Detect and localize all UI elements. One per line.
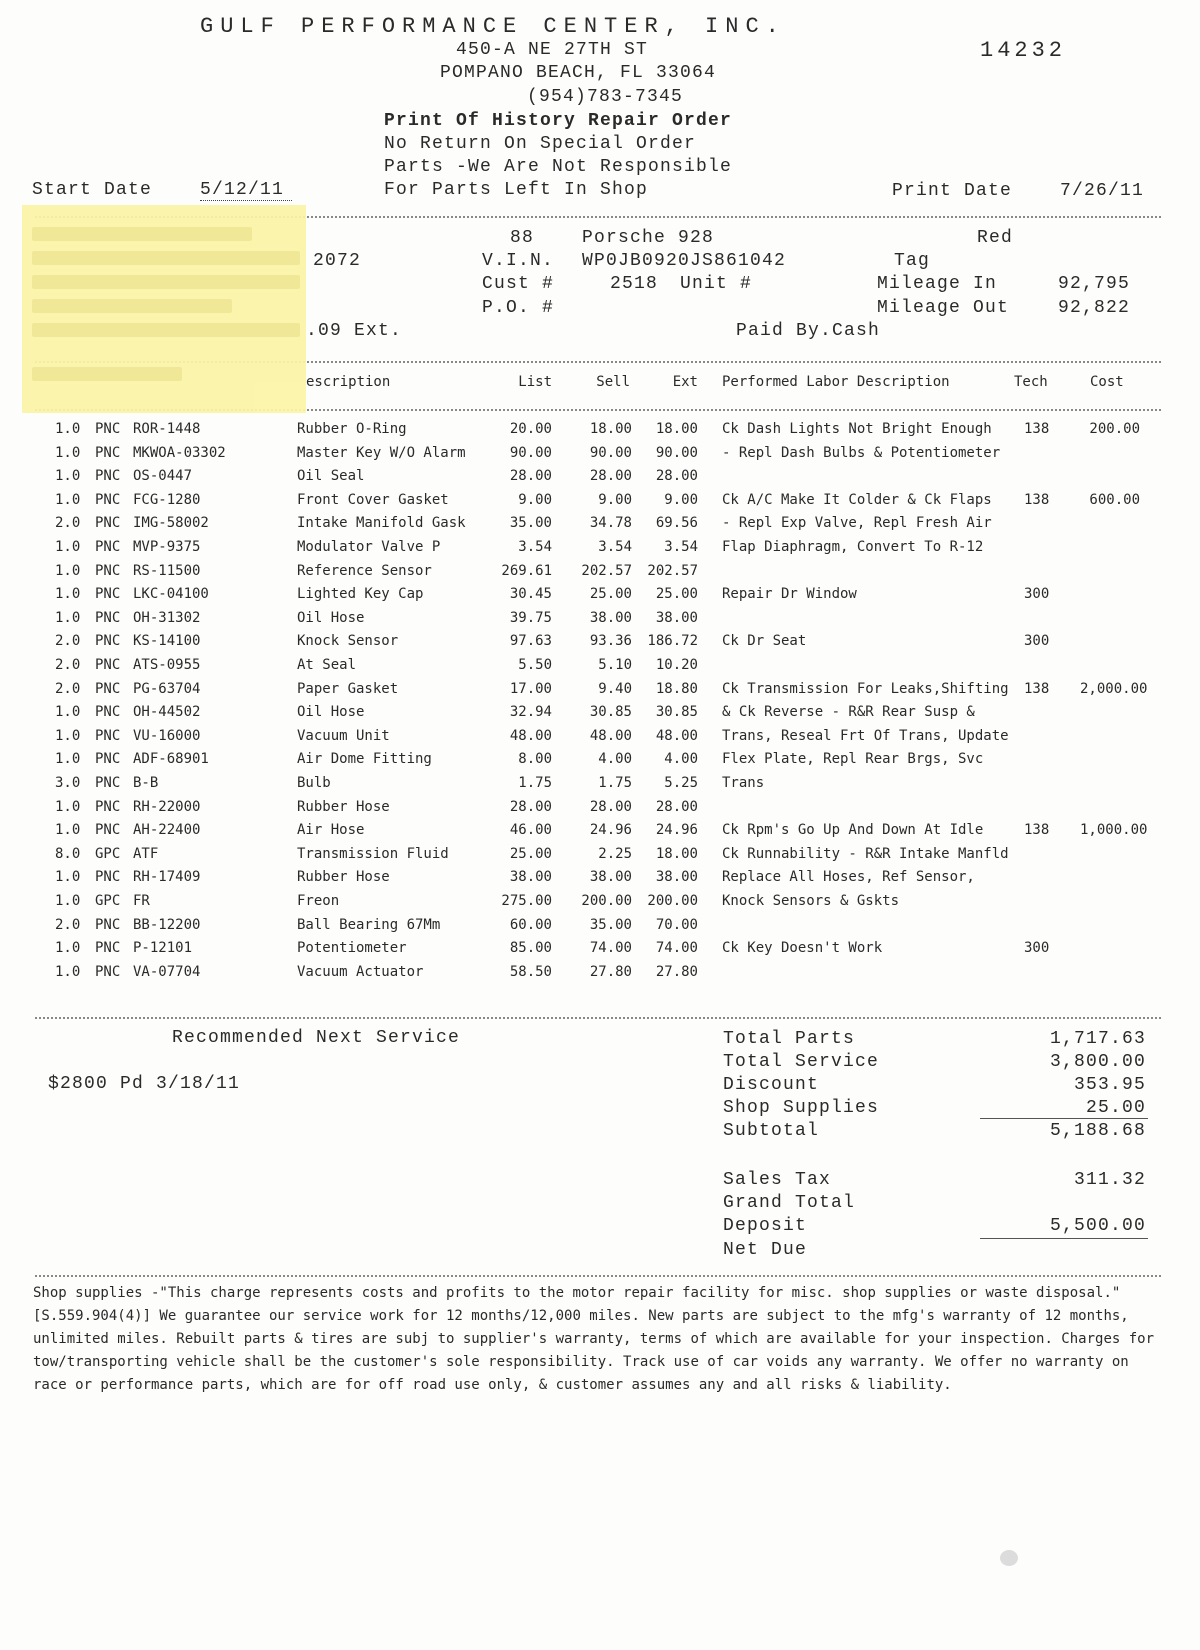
subtotal: 5,188.68 (1049, 1121, 1146, 1141)
cell-tech: 138 (1024, 421, 1050, 437)
cell-desc: Vacuum Unit (297, 727, 390, 744)
deposit-rule (980, 1238, 1148, 1239)
cell-tech: 300 (1024, 586, 1050, 603)
cell-desc: Vacuum Actuator (297, 963, 424, 980)
cell-src: PNC (95, 680, 121, 697)
divider (35, 1275, 1161, 1277)
cell-src: PNC (95, 421, 121, 437)
cell-part: ATF (133, 845, 159, 862)
table-row (0, 822, 1200, 844)
cell-tech: 300 (1024, 633, 1050, 650)
cell-labor: Ck Rpm's Go Up And Down At Idle (722, 822, 984, 839)
mileage-out-label: Mileage Out (877, 298, 1010, 318)
cell-sell: 9.00 (598, 491, 632, 508)
cell-ext: 24.96 (655, 822, 698, 839)
col-labor: Performed Labor Description (722, 374, 950, 390)
table-row (0, 704, 1200, 726)
cell-part: FCG-1280 (133, 491, 201, 508)
table-row (0, 681, 1200, 703)
vehicle-model: Porsche 928 (582, 228, 715, 248)
cell-list: 275.00 (501, 893, 552, 909)
cell-part: MVP-9375 (133, 539, 201, 555)
cell-qty: 1.0 (55, 940, 81, 957)
cell-src: PNC (95, 822, 121, 839)
document-title: Print Of History Repair Order (384, 111, 733, 131)
po-label: P.O. # (482, 298, 555, 318)
cell-labor: Ck Dash Lights Not Bright Enough (722, 421, 992, 437)
cell-ext: 38.00 (655, 609, 698, 626)
table-row (0, 633, 1200, 655)
cell-part: VA-07704 (133, 963, 201, 980)
cell-sell: 1.75 (598, 775, 632, 791)
col-tech: Tech (1014, 374, 1048, 390)
cell-part: RH-22000 (133, 798, 201, 815)
cell-list: 58.50 (509, 963, 552, 980)
cell-sell: 35.00 (589, 916, 632, 933)
cell-ext: 4.00 (664, 751, 698, 768)
col-cost: Cost (1090, 374, 1124, 390)
cell-list: 28.00 (509, 798, 552, 815)
cell-ext: 18.00 (655, 845, 698, 862)
table-row (0, 846, 1200, 868)
cell-qty: 1.0 (55, 869, 81, 886)
cell-list: 28.00 (509, 468, 552, 485)
cell-sell: 93.36 (589, 633, 632, 650)
cell-ext: 9.00 (664, 491, 698, 508)
cell-ext: 5.25 (664, 775, 698, 791)
cell-sell: 200.00 (581, 893, 632, 909)
cell-list: 35.00 (509, 515, 552, 532)
cell-src: PNC (95, 704, 121, 721)
cell-qty: 2.0 (55, 680, 81, 697)
subtotal-rule (980, 1118, 1148, 1119)
redaction-bar (32, 275, 300, 289)
cell-desc: Front Cover Gasket (297, 491, 449, 508)
paid-by: Paid By.Cash (736, 321, 881, 341)
total-parts-label: Total Parts (723, 1029, 856, 1049)
cell-qty: 2.0 (55, 916, 81, 933)
table-row (0, 940, 1200, 962)
total-parts: 1,717.63 (1049, 1029, 1146, 1049)
cell-src: PNC (95, 515, 121, 532)
cell-part: VU-16000 (133, 727, 201, 744)
discount-label: Discount (723, 1075, 820, 1095)
cell-cost: 200.00 (1089, 421, 1140, 437)
cell-src: PNC (95, 586, 121, 603)
cell-qty: 1.0 (55, 751, 81, 768)
cell-sell: 25.00 (589, 586, 632, 603)
cell-labor: Repair Dr Window (722, 586, 857, 603)
cell-qty: 1.0 (55, 609, 81, 626)
cell-sell: 2.25 (598, 845, 632, 862)
cell-src: PNC (95, 727, 121, 744)
sticky-note (22, 205, 306, 413)
table-row (0, 964, 1200, 986)
vehicle-color: Red (977, 228, 1014, 248)
cell-list: 85.00 (509, 940, 552, 957)
cell-qty: 1.0 (55, 704, 81, 721)
table-row (0, 775, 1200, 797)
print-date: 7/26/11 (1060, 181, 1145, 201)
cell-sell: 24.96 (589, 822, 632, 839)
cell-src: GPC (95, 845, 121, 862)
cell-cost: 1,000.00 (1080, 822, 1148, 839)
cell-sell: 202.57 (581, 562, 632, 579)
cell-src: PNC (95, 468, 121, 485)
cell-labor: Ck A/C Make It Colder & Ck Flaps (722, 491, 992, 508)
customer-phone-fragment: 2072 (313, 251, 362, 271)
cell-sell: 38.00 (589, 869, 632, 886)
cell-ext: 27.80 (655, 963, 698, 980)
cell-list: 46.00 (509, 822, 552, 839)
cell-part: RH-17409 (133, 869, 201, 886)
cell-qty: 1.0 (55, 963, 81, 980)
redaction-bar (32, 323, 300, 337)
cell-ext: 38.00 (655, 869, 698, 886)
cell-part: OS-0447 (133, 468, 193, 485)
cell-ext: 25.00 (655, 586, 698, 603)
cell-list: 9.00 (518, 491, 552, 508)
cell-qty: 8.0 (55, 845, 81, 862)
discount: 353.95 (1073, 1075, 1146, 1095)
cust-num: 2518 (610, 274, 659, 294)
company-address-2: POMPANO BEACH, FL 33064 (440, 63, 717, 83)
redaction-bar (32, 251, 300, 265)
cell-list: 30.45 (509, 586, 552, 603)
deposit: 5,500.00 (1049, 1216, 1146, 1236)
order-number: 14232 (980, 38, 1067, 63)
cell-desc: Reference Sensor (297, 562, 432, 579)
cell-list: 17.00 (509, 680, 552, 697)
grand-total-label: Grand Total (723, 1193, 856, 1213)
cell-part: ADF-68901 (133, 751, 209, 768)
cell-src: PNC (95, 609, 121, 626)
cell-desc: Intake Manifold Gask (297, 515, 466, 532)
divider (35, 1017, 1161, 1019)
subtotal-label: Subtotal (723, 1121, 820, 1141)
cell-qty: 1.0 (55, 539, 81, 555)
cell-ext: 28.00 (655, 798, 698, 815)
mileage-in-label: Mileage In (877, 274, 998, 294)
recommended-label: Recommended Next Service (172, 1028, 461, 1048)
cell-labor: Ck Transmission For Leaks,Shifting (722, 680, 1009, 697)
cell-list: 1.75 (518, 775, 552, 791)
cell-part: ROR-1448 (133, 421, 201, 437)
cell-qty: 1.0 (55, 468, 81, 485)
cell-ext: 3.54 (664, 539, 698, 555)
table-row (0, 917, 1200, 939)
cell-src: PNC (95, 798, 121, 815)
notice-line-2: Parts -We Are Not Responsible (384, 157, 733, 177)
cell-ext: 200.00 (647, 893, 698, 909)
print-date-label: Print Date (892, 181, 1013, 201)
cell-part: KS-14100 (133, 633, 201, 650)
cell-desc: Oil Hose (297, 609, 365, 626)
cell-tech: 138 (1024, 822, 1050, 839)
cell-part: ATS-0955 (133, 657, 201, 673)
cell-ext: 18.80 (655, 680, 698, 697)
cell-qty: 1.0 (55, 421, 81, 437)
cell-ext: 202.57 (647, 562, 698, 579)
cell-labor: - Repl Dash Bulbs & Potentiometer (722, 444, 1001, 461)
cell-qty: 1.0 (55, 893, 81, 909)
cell-qty: 2.0 (55, 657, 81, 673)
table-row (0, 869, 1200, 891)
cell-sell: 9.40 (598, 680, 632, 697)
cell-qty: 1.0 (55, 822, 81, 839)
cell-ext: 186.72 (647, 633, 698, 650)
cell-list: 32.94 (509, 704, 552, 721)
cell-desc: Potentiometer (297, 940, 407, 957)
cell-list: 269.61 (501, 562, 552, 579)
cell-tech: 300 (1024, 940, 1050, 957)
cell-labor: Ck Dr Seat (722, 633, 807, 650)
cell-cost: 2,000.00 (1080, 680, 1148, 697)
cell-desc: Bulb (297, 775, 331, 791)
cell-ext: 74.00 (655, 940, 698, 957)
unit-num-label: Unit # (680, 274, 753, 294)
table-row (0, 657, 1200, 679)
cell-ext: 69.56 (655, 515, 698, 532)
cell-labor: Ck Key Doesn't Work (722, 940, 883, 957)
recommended-note: $2800 Pd 3/18/11 (48, 1074, 241, 1094)
cell-part: MKWOA-03302 (133, 444, 226, 461)
total-service: 3,800.00 (1049, 1052, 1146, 1072)
net-due-label: Net Due (723, 1240, 808, 1260)
cell-part: B-B (133, 775, 159, 791)
cell-desc: Lighted Key Cap (297, 586, 424, 603)
cell-sell: 4.00 (598, 751, 632, 768)
cell-sell: 74.00 (589, 940, 632, 957)
cell-src: GPC (95, 893, 121, 909)
cell-sell: 3.54 (598, 539, 632, 555)
cell-desc: Rubber O-Ring (297, 421, 407, 437)
cell-ext: 70.00 (655, 916, 698, 933)
table-row (0, 610, 1200, 632)
cell-list: 3.54 (518, 539, 552, 555)
cell-labor: - Repl Exp Valve, Repl Fresh Air (722, 515, 992, 532)
cell-part: OH-44502 (133, 704, 201, 721)
cell-part: RS-11500 (133, 562, 201, 579)
cell-sell: 90.00 (589, 444, 632, 461)
cell-labor: Flap Diaphragm, Convert To R-12 (722, 539, 984, 555)
vin: WP0JB0920JS861042 (582, 251, 787, 271)
cell-desc: Freon (297, 893, 340, 909)
cell-src: PNC (95, 562, 121, 579)
vin-label: V.I.N. (482, 251, 555, 271)
cell-ext: 18.00 (655, 421, 698, 437)
shop-supplies: 25.00 (1085, 1098, 1146, 1118)
cell-qty: 1.0 (55, 444, 81, 461)
cell-desc: Paper Gasket (297, 680, 399, 697)
cell-qty: 1.0 (55, 491, 81, 508)
cell-qty: 1.0 (55, 586, 81, 603)
sales-tax-label: Sales Tax (723, 1170, 832, 1190)
table-row (0, 893, 1200, 915)
tag-label: Tag (894, 251, 931, 271)
start-date-label: Start Date (32, 180, 153, 200)
cell-sell: 28.00 (589, 468, 632, 485)
cell-part: IMG-58002 (133, 515, 209, 532)
cell-desc: Oil Seal (297, 468, 365, 485)
redaction-bar (32, 299, 232, 313)
company-phone: (954)783-7345 (527, 87, 684, 107)
table-row (0, 586, 1200, 608)
cell-list: 90.00 (509, 444, 552, 461)
sales-tax: 311.32 (1073, 1170, 1146, 1190)
table-row (0, 515, 1200, 537)
cell-part: AH-22400 (133, 822, 201, 839)
cell-qty: 2.0 (55, 515, 81, 532)
cell-src: PNC (95, 940, 121, 957)
cell-src: PNC (95, 491, 121, 508)
cell-src: PNC (95, 916, 121, 933)
cell-list: 5.50 (518, 657, 552, 673)
mileage-out: 92,822 (1058, 298, 1131, 318)
table-row (0, 728, 1200, 750)
cell-labor: Flex Plate, Repl Rear Brgs, Svc (722, 751, 984, 768)
table-row (0, 468, 1200, 490)
cell-labor: Ck Runnability - R&R Intake Manfld (722, 845, 1009, 862)
cell-desc: Transmission Fluid (297, 845, 449, 862)
total-service-label: Total Service (723, 1052, 880, 1072)
cell-sell: 28.00 (589, 798, 632, 815)
cell-sell: 30.85 (589, 704, 632, 721)
col-ext: Ext (672, 374, 698, 390)
cell-desc: Rubber Hose (297, 798, 390, 815)
cell-desc: Oil Hose (297, 704, 365, 721)
cell-list: 48.00 (509, 727, 552, 744)
smudge-mark (1000, 1550, 1018, 1566)
shop-supplies-label: Shop Supplies (723, 1098, 880, 1118)
table-row (0, 445, 1200, 467)
cell-list: 25.00 (509, 845, 552, 862)
cell-sell: 5.10 (598, 657, 632, 673)
company-address-1: 450-A NE 27TH ST (456, 40, 649, 60)
cell-src: PNC (95, 539, 121, 555)
cell-src: PNC (95, 751, 121, 768)
cell-qty: 3.0 (55, 775, 81, 791)
cell-sell: 48.00 (589, 727, 632, 744)
cell-desc: Air Hose (297, 822, 365, 839)
table-row (0, 492, 1200, 514)
cell-src: PNC (95, 633, 121, 650)
cell-ext: 90.00 (655, 444, 698, 461)
cell-ext: 30.85 (655, 704, 698, 721)
cell-desc: Knock Sensor (297, 633, 399, 650)
table-row (0, 751, 1200, 773)
table-row (0, 563, 1200, 585)
cell-part: LKC-04100 (133, 586, 209, 603)
customer-ext-fragment: .09 Ext. (306, 321, 403, 341)
cell-list: 38.00 (509, 869, 552, 886)
cell-desc: Rubber Hose (297, 869, 390, 886)
cell-qty: 1.0 (55, 727, 81, 744)
notice-line-1: No Return On Special Order (384, 134, 697, 154)
deposit-label: Deposit (723, 1216, 808, 1236)
cell-src: PNC (95, 963, 121, 980)
cell-list: 39.75 (509, 609, 552, 626)
cell-ext: 28.00 (655, 468, 698, 485)
table-row (0, 539, 1200, 561)
redaction-bar (32, 367, 182, 381)
col-sell: Sell (596, 374, 630, 390)
cell-qty: 2.0 (55, 633, 81, 650)
vehicle-year: 88 (510, 228, 535, 248)
cell-src: PNC (95, 657, 121, 673)
cell-labor: Replace All Hoses, Ref Sensor, (722, 869, 975, 886)
cell-qty: 1.0 (55, 562, 81, 579)
cell-labor: Trans, Reseal Frt Of Trans, Update (722, 727, 1009, 744)
cell-list: 8.00 (518, 751, 552, 768)
cell-ext: 10.20 (655, 657, 698, 673)
cell-part: P-12101 (133, 940, 193, 957)
cell-ext: 48.00 (655, 727, 698, 744)
cell-sell: 18.00 (589, 421, 632, 437)
cell-labor: & Ck Reverse - R&R Rear Susp & (722, 704, 975, 721)
cell-labor: Knock Sensors & Gskts (722, 893, 900, 909)
cell-src: PNC (95, 869, 121, 886)
redaction-bar (32, 227, 252, 241)
cell-tech: 138 (1024, 680, 1050, 697)
cell-part: PG-63704 (133, 680, 201, 697)
cell-part: BB-12200 (133, 916, 201, 933)
cell-list: 60.00 (509, 916, 552, 933)
cell-tech: 138 (1024, 491, 1050, 508)
table-row (0, 799, 1200, 821)
cell-list: 20.00 (509, 421, 552, 437)
cell-labor: Trans (722, 775, 765, 791)
cell-desc: Air Dome Fitting (297, 751, 432, 768)
cell-desc: Master Key W/O Alarm (297, 444, 466, 461)
col-list: List (518, 374, 552, 390)
mileage-in: 92,795 (1058, 274, 1131, 294)
notice-line-3: For Parts Left In Shop (384, 180, 649, 200)
cell-src: PNC (95, 444, 121, 461)
cell-sell: 38.00 (589, 609, 632, 626)
cell-sell: 27.80 (589, 963, 632, 980)
cell-desc: Modulator Valve P (297, 539, 441, 555)
cell-desc: At Seal (297, 657, 357, 673)
company-name: GULF PERFORMANCE CENTER, INC. (200, 14, 786, 39)
legal-terms: Shop supplies -"This charge represents costs and profits to the motor repair facility for misc. shop supplies or waste disposal." [S.559.904(4)] We guarantee our service work for 12 months/12,000 miles. New parts are subject to the mfg's warranty of 12 months, unlimited miles. Rebuilt parts & tires are subj to supplier's warranty, terms of which are available for your inspection. Charges for tow/transporting vehicle shall be the customer's sole responsibility. Track use of car voids any warranty. We offer no warranty on race or performance parts, which are for off road use only, & customer assumes any and all risks & liability. (33, 1285, 1155, 1393)
cell-list: 97.63 (509, 633, 552, 650)
cell-sell: 34.78 (589, 515, 632, 532)
cell-desc: Ball Bearing 67Mm (297, 916, 441, 933)
cell-part: OH-31302 (133, 609, 201, 626)
cust-num-label: Cust # (482, 274, 555, 294)
start-date: 5/12/11 (200, 180, 292, 201)
cell-cost: 600.00 (1089, 491, 1140, 508)
table-row (0, 421, 1200, 443)
col-description-fragment: escription (306, 374, 391, 390)
cell-part: FR (133, 893, 150, 909)
cell-src: PNC (95, 775, 121, 791)
cell-qty: 1.0 (55, 798, 81, 815)
